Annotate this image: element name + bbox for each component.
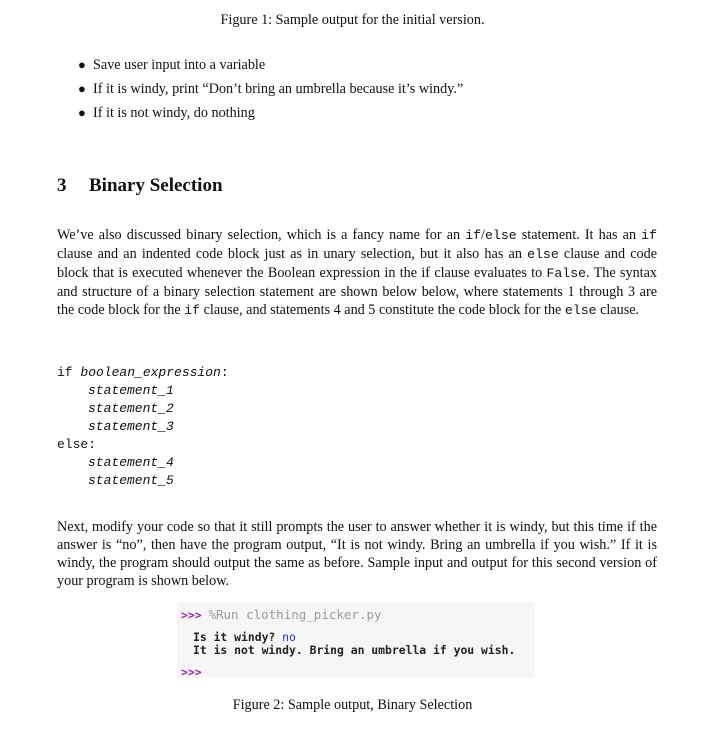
bullet-icon: ● — [78, 105, 86, 120]
inline-code: False — [546, 266, 587, 281]
code-line-if — [57, 364, 229, 382]
shell-screenshot — [177, 602, 535, 678]
colon: : — [220, 365, 229, 380]
paragraph-text: clause and code block that is executed whenever the Boolean expression in the if clause evaluates to — [57, 246, 657, 281]
inline-code: if — [465, 228, 482, 243]
boolean-expression: boolean_expression — [80, 365, 221, 380]
section-heading — [57, 174, 223, 198]
section-title: Binary Selection — [89, 175, 223, 196]
paragraph-text: . The syntax and structure of a binary selection statement are shown below below, where statements 1 through 3 are the code block for the — [57, 265, 657, 318]
list-item-text: If it is windy, print “Don’t bring an umbrella because it’s windy.” — [93, 81, 464, 97]
code-line-statement — [57, 454, 229, 472]
list-item-text: Save user input into a variable — [93, 57, 266, 73]
shell-final-prompt: >>> — [181, 665, 202, 679]
inline-code: else — [485, 228, 517, 243]
shell-run-line — [181, 608, 382, 622]
code-line-statement — [57, 418, 229, 436]
shell-command: %Run clothing_picker.py — [208, 607, 382, 622]
section-number: 3 — [57, 175, 67, 196]
if-keyword: if — [57, 365, 81, 380]
instruction-list — [78, 56, 463, 128]
binary-selection-paragraph — [57, 226, 657, 320]
inline-code: else — [564, 303, 597, 318]
paragraph-text: / — [481, 227, 485, 243]
code-listing — [57, 364, 229, 490]
list-item-text: If it is not windy, do nothing — [93, 105, 255, 121]
figure-2-caption: Figure 2: Sample output, Binary Selection — [232, 697, 473, 713]
code-line-statement — [57, 400, 229, 418]
shell-prompt: >>> — [181, 608, 202, 622]
code-line-statement — [57, 472, 229, 490]
bullet-icon: ● — [78, 57, 86, 72]
paragraph-text: We’ve also discussed binary selection, which is a fancy name for an — [57, 227, 466, 243]
shell-question: Is it windy? — [193, 630, 283, 644]
figure-1-caption: Figure 1: Sample output for the initial version. — [220, 12, 485, 28]
statement: statement_4 — [88, 455, 174, 470]
code-line-else: else: — [57, 437, 97, 452]
paragraph-text: clause. — [596, 302, 640, 318]
statement: statement_5 — [88, 473, 174, 488]
list-item — [78, 80, 463, 104]
inline-code: else — [527, 247, 559, 262]
paragraph-text: clause, and statements 4 and 5 constitute the code block for the — [200, 302, 565, 318]
code-line-statement — [57, 382, 229, 400]
statement: statement_2 — [88, 401, 174, 416]
statement: statement_1 — [88, 383, 174, 398]
shell-user-input: no — [282, 630, 296, 644]
paragraph-text: statement. It has an — [516, 227, 642, 243]
modify-code-paragraph: Next, modify your code so that it still prompts the user to answer whether it is windy, but this time if the answer is “no”, then have the program output, “It is not windy. Bring an umbrella if you wish.” If it is windy, the program should output the same as before. Sample input and output for this second version of your program is shown below. — [57, 519, 657, 589]
bullet-icon: ● — [78, 81, 86, 96]
inline-code: if — [641, 228, 657, 243]
statement: statement_3 — [88, 419, 174, 434]
shell-question-line — [193, 630, 296, 644]
shell-output-line: It is not windy. Bring an umbrella if you wish. — [193, 643, 516, 657]
inline-code: if — [184, 303, 201, 318]
list-item — [78, 56, 463, 80]
list-item — [78, 104, 463, 128]
paragraph-text: clause and an indented code block just as in unary selection, but it also has an — [57, 246, 528, 262]
